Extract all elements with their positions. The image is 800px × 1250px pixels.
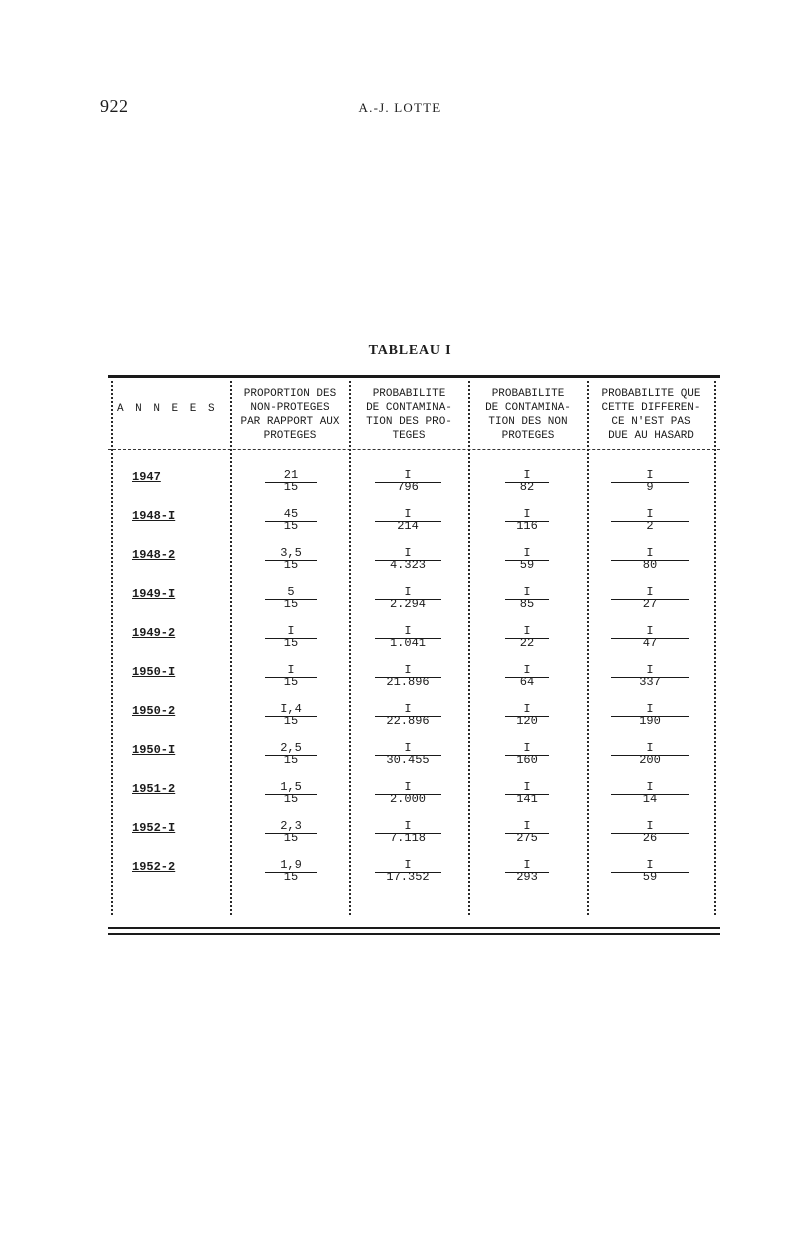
fraction-cell (265, 820, 317, 844)
fraction-cell (505, 742, 549, 766)
fraction-cell (611, 781, 689, 805)
fraction-denominator: 120 (516, 714, 538, 728)
table-row-year: 1949-2 (132, 626, 176, 640)
header-line: CETTE DIFFEREN- (601, 402, 701, 414)
header-line: PROTEGES (263, 430, 317, 442)
fraction-denominator: 796 (397, 480, 419, 494)
fraction-denominator: 15 (283, 675, 299, 689)
fraction-denominator: 15 (283, 519, 299, 533)
fraction-cell (505, 859, 549, 883)
fraction-numerator: I (404, 585, 412, 599)
fraction-denominator: 85 (519, 597, 535, 611)
fraction-cell (611, 625, 689, 649)
fraction-denominator: 15 (283, 792, 299, 806)
column-divider (714, 381, 716, 915)
fraction-numerator: I,4 (280, 702, 302, 716)
column-divider (468, 381, 470, 915)
fraction-cell (375, 781, 441, 805)
table-caption: TABLEAU I (368, 343, 452, 358)
fraction-numerator: I (287, 624, 295, 638)
fraction-cell (505, 781, 549, 805)
table-bottom-rule (108, 933, 720, 935)
fraction-cell (265, 547, 317, 571)
fraction-numerator: I (646, 858, 654, 872)
fraction-denominator: 15 (283, 831, 299, 845)
fraction-denominator: 47 (642, 636, 658, 650)
fraction-denominator: 15 (283, 753, 299, 767)
fraction-denominator: 293 (516, 870, 538, 884)
header-years: A N N E E S (116, 403, 218, 415)
header-line: DE CONTAMINA- (366, 402, 452, 414)
fraction-denominator: 4.323 (389, 558, 426, 572)
fraction-denominator: 22.896 (386, 714, 430, 728)
fraction-denominator: 15 (283, 870, 299, 884)
fraction-numerator: I (523, 468, 531, 482)
fraction-cell (505, 703, 549, 727)
fraction-denominator: 15 (283, 480, 299, 494)
fraction-numerator: I (404, 663, 412, 677)
fraction-numerator: I (404, 702, 412, 716)
fraction-cell (611, 820, 689, 844)
fraction-cell (375, 586, 441, 610)
table-row-year: 1952-2 (132, 860, 176, 874)
fraction-numerator: I (404, 624, 412, 638)
fraction-denominator: 59 (642, 870, 658, 884)
fraction-numerator: I (523, 819, 531, 833)
fraction-cell (375, 508, 441, 532)
header-line: DUE AU HASARD (608, 430, 694, 442)
header-line: PAR RAPPORT AUX (240, 416, 340, 428)
fraction-cell (265, 469, 317, 493)
header-prob-hasard (589, 387, 713, 443)
fraction-denominator: 160 (516, 753, 538, 767)
fraction-cell (505, 820, 549, 844)
fraction-cell (611, 508, 689, 532)
fraction-numerator: 2,5 (280, 741, 302, 755)
header-line: PROPORTION DES (243, 388, 337, 400)
header-line: NON-PROTEGES (250, 402, 330, 414)
fraction-denominator: 2.294 (389, 597, 426, 611)
table-row-year: 1949-I (132, 587, 176, 601)
fraction-cell (505, 586, 549, 610)
fraction-denominator: 21.896 (386, 675, 430, 689)
fraction-numerator: 3,5 (280, 546, 302, 560)
fraction-numerator: I (646, 702, 654, 716)
fraction-numerator: I (404, 780, 412, 794)
fraction-cell (505, 547, 549, 571)
fraction-denominator: 64 (519, 675, 535, 689)
fraction-numerator: I (404, 468, 412, 482)
fraction-numerator: I (404, 741, 412, 755)
fraction-numerator: I (646, 819, 654, 833)
fraction-denominator: 14 (642, 792, 658, 806)
fraction-cell (611, 742, 689, 766)
header-line: TEGES (392, 430, 426, 442)
fraction-numerator: I (404, 858, 412, 872)
header-line: TION DES PRO- (366, 416, 452, 428)
fraction-numerator: 1,5 (280, 780, 302, 794)
fraction-denominator: 275 (516, 831, 538, 845)
table-row-year: 1950-I (132, 743, 176, 757)
header-prob-proteges (351, 387, 467, 443)
header-separator (108, 449, 720, 450)
fraction-denominator: 15 (283, 558, 299, 572)
fraction-denominator: 59 (519, 558, 535, 572)
fraction-numerator: I (523, 546, 531, 560)
fraction-denominator: 2.000 (389, 792, 426, 806)
fraction-numerator: I (523, 858, 531, 872)
fraction-cell (611, 469, 689, 493)
table-row-year: 1948-I (132, 509, 176, 523)
fraction-denominator: 116 (516, 519, 538, 533)
fraction-cell (375, 664, 441, 688)
fraction-cell (505, 625, 549, 649)
fraction-cell (611, 703, 689, 727)
fraction-numerator: I (523, 507, 531, 521)
fraction-denominator: 17.352 (386, 870, 430, 884)
fraction-numerator: 1,9 (280, 858, 302, 872)
fraction-cell (375, 547, 441, 571)
fraction-cell (611, 586, 689, 610)
column-divider (587, 381, 589, 915)
fraction-numerator: I (646, 585, 654, 599)
fraction-numerator: I (404, 819, 412, 833)
fraction-numerator: 2,3 (280, 819, 302, 833)
fraction-denominator: 9 (646, 480, 654, 494)
fraction-cell (505, 508, 549, 532)
fraction-cell (611, 859, 689, 883)
table-row-year: 1952-I (132, 821, 176, 835)
fraction-numerator: I (646, 741, 654, 755)
fraction-numerator: I (523, 741, 531, 755)
fraction-denominator: 22 (519, 636, 535, 650)
fraction-numerator: I (523, 585, 531, 599)
fraction-cell (505, 664, 549, 688)
fraction-numerator: I (646, 546, 654, 560)
fraction-denominator: 27 (642, 597, 658, 611)
header-proportion (232, 387, 348, 443)
fraction-cell (505, 469, 549, 493)
fraction-denominator: 7.118 (389, 831, 426, 845)
fraction-cell (375, 469, 441, 493)
fraction-denominator: 214 (397, 519, 419, 533)
fraction-cell (375, 703, 441, 727)
fraction-numerator: I (523, 780, 531, 794)
column-divider (230, 381, 232, 915)
table-row-year: 1947 (132, 470, 161, 484)
fraction-denominator: 26 (642, 831, 658, 845)
header-prob-non-proteges (470, 387, 586, 443)
fraction-cell (265, 664, 317, 688)
table-top-rule (108, 375, 720, 378)
fraction-numerator: I (523, 702, 531, 716)
data-table (108, 375, 720, 937)
fraction-denominator: 80 (642, 558, 658, 572)
header-line: CE N'EST PAS (611, 416, 691, 428)
fraction-cell (375, 820, 441, 844)
table-row-year: 1950-2 (132, 704, 176, 718)
fraction-numerator: I (523, 624, 531, 638)
column-divider (111, 381, 113, 915)
fraction-denominator: 15 (283, 636, 299, 650)
fraction-cell (265, 625, 317, 649)
fraction-cell (265, 703, 317, 727)
fraction-numerator: 45 (283, 507, 299, 521)
fraction-denominator: 30.455 (386, 753, 430, 767)
fraction-cell (375, 742, 441, 766)
fraction-numerator: I (646, 624, 654, 638)
fraction-cell (611, 547, 689, 571)
table-row-year: 1951-2 (132, 782, 176, 796)
fraction-cell (375, 859, 441, 883)
fraction-denominator: 15 (283, 597, 299, 611)
table-row-year: 1950-I (132, 665, 176, 679)
table-row-year: 1948-2 (132, 548, 176, 562)
fraction-cell (611, 664, 689, 688)
fraction-numerator: I (646, 780, 654, 794)
fraction-numerator: 5 (287, 585, 295, 599)
fraction-numerator: I (646, 507, 654, 521)
fraction-cell (265, 781, 317, 805)
table-bottom-rule (108, 927, 720, 929)
header-line: PROBABILITE (372, 388, 446, 400)
fraction-denominator: 2 (646, 519, 654, 533)
fraction-cell (265, 586, 317, 610)
fraction-denominator: 190 (639, 714, 661, 728)
fraction-denominator: 1.041 (389, 636, 426, 650)
fraction-denominator: 337 (639, 675, 661, 689)
fraction-cell (375, 625, 441, 649)
fraction-numerator: I (523, 663, 531, 677)
header-line: TION DES NON (488, 416, 568, 428)
page-number: 922 (100, 96, 129, 116)
fraction-numerator: I (646, 663, 654, 677)
fraction-denominator: 15 (283, 714, 299, 728)
fraction-denominator: 141 (516, 792, 538, 806)
fraction-cell (265, 859, 317, 883)
header-line: PROTEGES (501, 430, 555, 442)
fraction-numerator: I (404, 507, 412, 521)
fraction-cell (265, 508, 317, 532)
fraction-denominator: 82 (519, 480, 535, 494)
fraction-cell (265, 742, 317, 766)
fraction-numerator: I (646, 468, 654, 482)
running-head: A.-J. LOTTE (358, 100, 442, 115)
fraction-numerator: I (287, 663, 295, 677)
fraction-denominator: 200 (639, 753, 661, 767)
fraction-numerator: I (404, 546, 412, 560)
fraction-numerator: 21 (283, 468, 299, 482)
column-divider (349, 381, 351, 915)
header-line: PROBABILITE QUE (601, 388, 701, 400)
header-line: PROBABILITE (491, 388, 565, 400)
header-line: DE CONTAMINA- (485, 402, 571, 414)
